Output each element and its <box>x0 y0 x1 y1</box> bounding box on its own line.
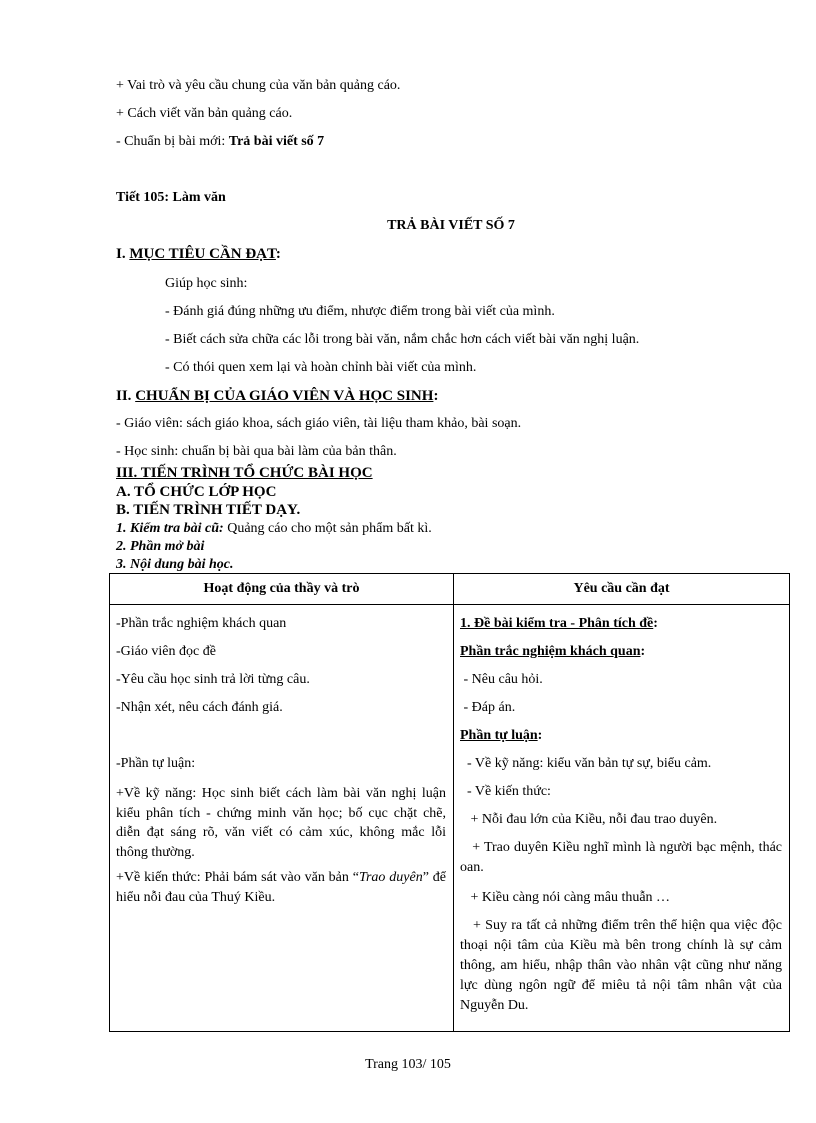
activity-knowledge <box>116 868 446 907</box>
section-1-item: - Đánh giá đúng những ưu điểm, nhược điểm trong bài viết của mình. <box>165 304 555 319</box>
page-number: Trang 103/ 105 <box>365 1057 451 1072</box>
requirement-heading-1-colon: : <box>653 616 658 631</box>
activity-skills: +Về kỹ năng: Học sinh biết cách làm bài văn nghị luận kiểu phân tích - chứng minh văn học; bố cục chặt chẽ, diễn đạt sáng rõ, văn viết có cảm xúc, không mắc lỗi thông thường. <box>116 786 446 860</box>
intro-line-2: + Cách viết văn bản quảng cáo. <box>116 106 293 121</box>
requirement-line: + Nỗi đau lớn của Kiều, nỗi đau trao duyên. <box>460 812 718 827</box>
content-label: 3. Nội dung bài học. <box>116 557 234 572</box>
old-lesson-check <box>116 521 432 537</box>
lesson-plan-table <box>109 573 790 1032</box>
requirement-line: + Trao duyên Kiều nghĩ mình là người bạc mệnh, thác oan. <box>460 840 786 875</box>
requirement-heading-1-text: 1. Đề bài kiểm tra - Phân tích đề <box>460 616 654 631</box>
section-1-intro: Giúp học sinh: <box>165 276 248 291</box>
activity-line: -Phần tự luận: <box>116 756 196 771</box>
requirement-cell <box>454 605 790 1032</box>
intro-line-1: + Vai trò và yêu cầu chung của văn bản quảng cáo. <box>116 78 401 93</box>
section-1-item: - Biết cách sửa chữa các lỗi trong bài văn, nắm chắc hơn cách viết bài văn nghị luận. <box>165 332 640 347</box>
activity-line: -Phần trắc nghiệm khách quan <box>116 616 287 631</box>
section-3-heading: III. TIẾN TRÌNH TỔ CHỨC BÀI HỌC <box>116 465 373 481</box>
section-2-heading <box>116 388 438 404</box>
requirement-line: + Kiều càng nói càng mâu thuẫn … <box>460 890 671 905</box>
old-lesson-check-label: 1. Kiểm tra bài cũ: <box>116 521 224 536</box>
section-1-item: - Có thói quen xem lại và hoàn chỉnh bài viết của mình. <box>165 360 477 375</box>
section-1-title: MỤC TIÊU CẦN ĐẠT <box>129 246 276 262</box>
requirement-line: - Về kỹ năng: kiểu văn bản tự sự, biểu cảm. <box>460 756 712 771</box>
intro-line-3-prefix: - Chuẩn bị bài mới: <box>116 134 229 149</box>
table-header-activity: Hoạt động của thầy và trò <box>110 574 454 605</box>
requirement-heading-1 <box>460 616 658 632</box>
intro-line-3 <box>116 134 324 150</box>
section-3-b: B. TIẾN TRÌNH TIẾT DẠY. <box>116 502 301 518</box>
section-2-title: CHUẨN BỊ CỦA GIÁO VIÊN VÀ HỌC SINH <box>135 388 434 404</box>
activity-knowledge-prefix: +Về kiến thức: Phải bám sát vào văn bản “ <box>116 870 359 885</box>
section-2-item: - Học sinh: chuẩn bị bài qua bài làm của bản thân. <box>116 444 397 459</box>
activity-knowledge-suffix: ” để hiểu nỗi đau của Thuý Kiều. <box>116 870 446 905</box>
section-1-colon: : <box>275 246 281 262</box>
section-1-heading <box>116 246 281 262</box>
activity-line: -Yêu cầu học sinh trả lời từng câu. <box>116 672 310 687</box>
old-lesson-check-text: Quảng cáo cho một sản phẩm bất kì. <box>223 521 432 536</box>
table-header-requirement: Yêu cầu cần đạt <box>454 574 790 605</box>
lesson-title: TRẢ BÀI VIẾT SỐ 7 <box>387 218 515 233</box>
requirement-line: - Nêu câu hỏi. <box>460 672 543 687</box>
section-2-colon: : <box>433 388 439 404</box>
requirement-heading-3 <box>460 728 542 744</box>
section-1-num: I. <box>116 246 130 262</box>
intro-line-3-bold: Trả bài viết số 7 <box>228 134 325 149</box>
activity-line: -Nhận xét, nêu cách đánh giá. <box>116 700 283 715</box>
requirement-heading-2-colon: : <box>640 644 646 659</box>
section-3-a: A. TỔ CHỨC LỚP HỌC <box>116 484 277 500</box>
lesson-heading: Tiết 105: Làm văn <box>116 190 226 205</box>
section-2-num: II. <box>116 388 136 404</box>
section-2-item: - Giáo viên: sách giáo khoa, sách giáo viên, tài liệu tham khảo, bài soạn. <box>116 416 522 431</box>
requirement-heading-3-colon: : <box>537 728 543 743</box>
activity-line: -Giáo viên đọc đề <box>116 644 216 659</box>
requirement-line: - Đáp án. <box>460 700 516 715</box>
activity-cell <box>110 605 454 1032</box>
requirement-line: - Về kiến thức: <box>460 784 551 799</box>
intro-part-label: 2. Phần mở bài <box>116 539 205 554</box>
requirement-heading-3-text: Phần tự luận <box>460 728 538 743</box>
requirement-heading-2-text: Phần trắc nghiệm khách quan <box>460 644 641 659</box>
activity-knowledge-italic: Trao duyên <box>358 870 423 885</box>
requirement-line: + Suy ra tất cả những điểm trên thể hiện qua việc độc thoại nội tâm của Kiều mà bên trong chính là sự cảm thông, am hiểu, nhập thân vào nhân vật cũng như năng lực dùng ngôn ngữ để miêu tả nội tâm nhân vật của Nguyễn Du. <box>460 918 786 1013</box>
requirement-heading-2 <box>460 644 645 660</box>
